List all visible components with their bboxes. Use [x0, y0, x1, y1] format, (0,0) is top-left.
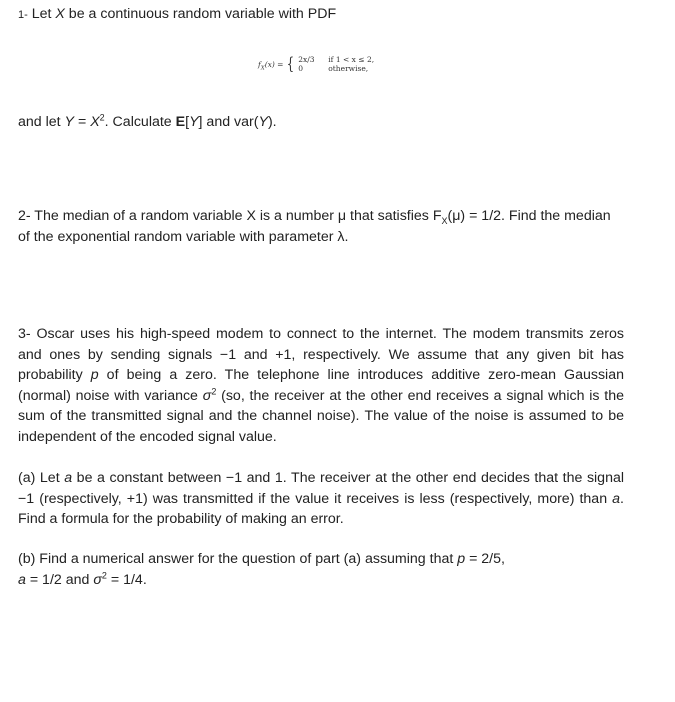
question-1-task: and let $Y = X^2$. Calculate E[Y] and var(Y). [18, 112, 277, 130]
formula-cases [298, 56, 374, 73]
formula-case-1: 2x/3 if 1 < x ≤ 2, [298, 55, 375, 64]
question-3-part-b: (b) Find a numerical answer for the question of part (a) assuming that p = 2/5, a = 1/2 and $\sigma^2 = 1/4$. [18, 551, 505, 588]
question-3-part-a: (a) Let a be a constant between −1 and 1. The receiver at the other end decides that the signal −1 (respectively, +1) was transmitted if the value it receives is less (respectively, more) than a. Find a formula for the probability of making an error. [18, 470, 625, 528]
formula-brace: { [287, 54, 295, 74]
question-3-intro: 3- Oscar uses his high-speed modem to connect to the internet. The modem transmits zeros and ones by sending signals −1 and +1, respectively. We assume that any given bit has probability p of being a zero. The telephone line introduces additive zero-mean Gaussian (normal) noise with variance $\sigma^2$ (so, the receiver at the other end receives a signal which is the sum of the transmitted signal and the channel noise). The value of the noise is assumed to be independent of the encoded signal value. [18, 326, 625, 445]
question-1-intro: 1- Let X be a continuous random variable with PDF [18, 6, 337, 22]
formula-lhs: $f_X(x)$ = [258, 60, 284, 72]
question-2: 2- The median of a random variable X is a number μ that satisfies $F_X(\mu) = 1/2$. Find the median of the exponential random variable with parameter λ. [18, 208, 611, 245]
question-1-number: 1- [18, 9, 28, 21]
formula-case-2: 0 otherwise, [298, 63, 369, 73]
pdf-formula [258, 56, 374, 73]
